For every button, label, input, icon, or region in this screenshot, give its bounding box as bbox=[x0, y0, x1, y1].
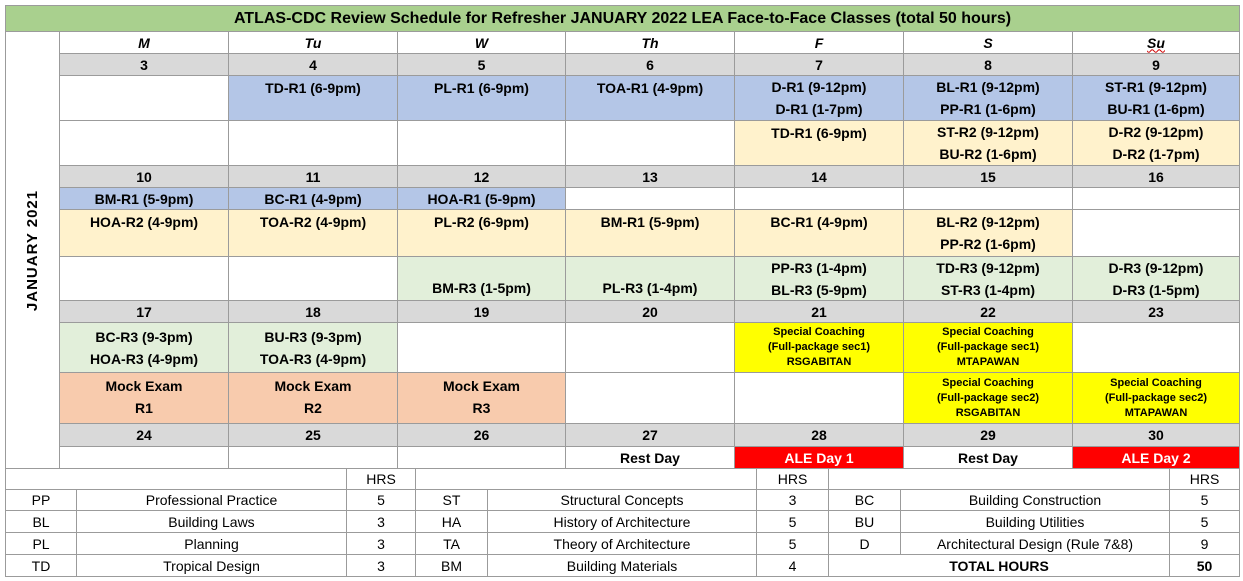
legend-hrs-header: HRS bbox=[1169, 468, 1240, 490]
date-cell: 22 bbox=[903, 300, 1073, 323]
mock-exam-code: R2 bbox=[304, 400, 322, 416]
class-entry: BU-R3 (9-3pm) bbox=[264, 328, 362, 345]
legend-hrs: 3 bbox=[346, 510, 416, 533]
day-header-thu: Th bbox=[565, 31, 735, 54]
date-cell: 5 bbox=[397, 53, 566, 76]
coaching-name: MTAPAWAN bbox=[1124, 406, 1188, 419]
class-cell bbox=[397, 209, 566, 257]
total-hours-label: TOTAL HOURS bbox=[828, 554, 1170, 577]
date-cell: 25 bbox=[228, 423, 398, 447]
legend-hrs-header: HRS bbox=[346, 468, 416, 490]
date-cell: 15 bbox=[903, 165, 1073, 188]
empty-cell bbox=[565, 372, 735, 424]
class-cell bbox=[565, 209, 735, 257]
date-cell: 24 bbox=[59, 423, 229, 447]
month-label-text: JANUARY 2021 bbox=[24, 189, 41, 311]
legend-code: TD bbox=[5, 554, 77, 577]
date-cell: 9 bbox=[1072, 53, 1240, 76]
month-label bbox=[5, 31, 60, 469]
class-entry: TOA-R2 (4-9pm) bbox=[259, 214, 367, 230]
class-entry: BL-R2 (9-12pm) bbox=[936, 214, 1040, 230]
class-entry: D-R1 (1-7pm) bbox=[775, 101, 863, 117]
class-entry: BC-R1 (4-9pm) bbox=[770, 214, 868, 230]
coaching-sub: (Full-package sec2) bbox=[936, 391, 1040, 404]
class-entry: BC-R3 (9-3pm) bbox=[95, 328, 193, 345]
class-entry: TD-R1 (6-9pm) bbox=[265, 80, 361, 96]
date-cell: 10 bbox=[59, 165, 229, 188]
day-header-wed: W bbox=[397, 31, 566, 54]
class-entry: TOA-R3 (4-9pm) bbox=[259, 350, 367, 367]
date-cell: 29 bbox=[903, 423, 1073, 447]
date-cell: 12 bbox=[397, 165, 566, 188]
class-entry: D-R1 (9-12pm) bbox=[771, 79, 867, 95]
class-cell bbox=[565, 75, 735, 121]
legend-code: HA bbox=[415, 510, 488, 533]
mock-exam-cell bbox=[59, 372, 229, 424]
day-header-tue: Tu bbox=[228, 31, 398, 54]
class-cell bbox=[228, 322, 398, 373]
empty-cell bbox=[397, 446, 566, 469]
coaching-name: RSGABITAN bbox=[955, 406, 1021, 419]
class-entry: PP-R3 (1-4pm) bbox=[771, 259, 867, 276]
class-entry: PL-R1 (6-9pm) bbox=[434, 80, 529, 96]
coaching-title: Special Coaching bbox=[773, 326, 865, 338]
empty-cell bbox=[59, 120, 229, 166]
class-entry: PL-R3 (1-4pm) bbox=[602, 280, 698, 296]
legend-code: BM bbox=[415, 554, 488, 577]
legend-blank bbox=[415, 468, 757, 490]
class-cell bbox=[397, 256, 566, 301]
coaching-sub: (Full-package sec2) bbox=[1104, 391, 1208, 404]
empty-cell bbox=[565, 322, 735, 373]
class-entry: ST-R1 (9-12pm) bbox=[1105, 79, 1207, 95]
class-entry: D-R3 (9-12pm) bbox=[1108, 259, 1204, 276]
legend-hrs: 3 bbox=[346, 554, 416, 577]
class-cell bbox=[59, 322, 229, 373]
ale-day-cell: ALE Day 2 bbox=[1072, 446, 1240, 469]
date-cell: 16 bbox=[1072, 165, 1240, 188]
empty-cell bbox=[1072, 209, 1240, 257]
class-cell bbox=[734, 256, 904, 301]
special-coaching-cell bbox=[734, 322, 904, 373]
coaching-name: RSGABITAN bbox=[786, 356, 852, 368]
ale-day-cell: ALE Day 1 bbox=[734, 446, 904, 469]
class-cell bbox=[1072, 256, 1240, 301]
mock-exam-cell bbox=[397, 372, 566, 424]
legend-hrs: 5 bbox=[756, 532, 829, 555]
legend-blank bbox=[828, 468, 1170, 490]
empty-cell bbox=[228, 120, 398, 166]
legend-hrs: 4 bbox=[756, 554, 829, 577]
legend-subject: Structural Concepts bbox=[487, 489, 757, 511]
coaching-sub: (Full-package sec1) bbox=[936, 341, 1040, 353]
class-entry: D-R3 (1-5pm) bbox=[1112, 281, 1200, 298]
rest-day-cell: Rest Day bbox=[903, 446, 1073, 469]
total-hours-value: 50 bbox=[1169, 554, 1240, 577]
day-header-sun-text: Su bbox=[1147, 34, 1165, 51]
class-entry: D-R2 (9-12pm) bbox=[1108, 124, 1204, 140]
date-cell: 4 bbox=[228, 53, 398, 76]
legend-code: BC bbox=[828, 489, 901, 511]
legend-subject: Architectural Design (Rule 7&8) bbox=[900, 532, 1170, 555]
class-entry: TD-R3 (9-12pm) bbox=[936, 259, 1040, 276]
day-header-sun bbox=[1072, 31, 1240, 54]
legend-hrs: 3 bbox=[756, 489, 829, 511]
date-cell: 6 bbox=[565, 53, 735, 76]
class-cell: HOA-R1 (5-9pm) bbox=[397, 187, 566, 210]
legend-hrs: 9 bbox=[1169, 532, 1240, 555]
empty-cell bbox=[59, 256, 229, 301]
day-header-sat: S bbox=[903, 31, 1073, 54]
date-cell: 20 bbox=[565, 300, 735, 323]
class-cell bbox=[228, 75, 398, 121]
class-entry: BL-R3 (5-9pm) bbox=[771, 281, 867, 298]
empty-cell bbox=[59, 446, 229, 469]
class-cell: BC-R1 (4-9pm) bbox=[228, 187, 398, 210]
legend-subject: Building Laws bbox=[76, 510, 347, 533]
mock-exam-label: Mock Exam bbox=[442, 378, 521, 394]
special-coaching-cell bbox=[903, 372, 1073, 424]
class-entry: BM-R1 (5-9pm) bbox=[600, 214, 700, 230]
empty-cell bbox=[565, 120, 735, 166]
legend-hrs: 5 bbox=[1169, 489, 1240, 511]
mock-exam-code: R3 bbox=[472, 400, 491, 416]
mock-exam-label: Mock Exam bbox=[105, 378, 183, 394]
legend-subject: Professional Practice bbox=[76, 489, 347, 511]
legend-hrs: 5 bbox=[756, 510, 829, 533]
class-entry: TOA-R1 (4-9pm) bbox=[596, 80, 704, 96]
class-cell bbox=[903, 75, 1073, 121]
date-cell: 7 bbox=[734, 53, 904, 76]
class-entry: HOA-R2 (4-9pm) bbox=[89, 214, 199, 230]
empty-cell bbox=[228, 256, 398, 301]
coaching-name: MTAPAWAN bbox=[956, 356, 1020, 368]
empty-cell bbox=[397, 120, 566, 166]
date-cell: 27 bbox=[565, 423, 735, 447]
empty-cell bbox=[397, 322, 566, 373]
day-header-mon: M bbox=[59, 31, 229, 54]
legend-subject: History of Architecture bbox=[487, 510, 757, 533]
date-cell: 17 bbox=[59, 300, 229, 323]
date-cell: 30 bbox=[1072, 423, 1240, 447]
coaching-sub: (Full-package sec1) bbox=[767, 341, 871, 353]
class-entry: HOA-R3 (4-9pm) bbox=[89, 350, 199, 367]
coaching-title: Special Coaching bbox=[1110, 376, 1202, 389]
empty-cell bbox=[903, 187, 1073, 210]
legend-code: BL bbox=[5, 510, 77, 533]
class-cell bbox=[734, 120, 904, 166]
class-cell bbox=[1072, 120, 1240, 166]
empty-cell bbox=[734, 187, 904, 210]
empty-cell bbox=[1072, 322, 1240, 373]
class-entry: ST-R3 (1-4pm) bbox=[940, 281, 1036, 298]
mock-exam-cell bbox=[228, 372, 398, 424]
empty-cell bbox=[228, 446, 398, 469]
special-coaching-cell bbox=[1072, 372, 1240, 424]
date-cell: 13 bbox=[565, 165, 735, 188]
empty-cell bbox=[59, 75, 229, 121]
class-entry: BU-R2 (1-6pm) bbox=[939, 146, 1037, 162]
empty-cell bbox=[734, 372, 904, 424]
date-cell: 18 bbox=[228, 300, 398, 323]
date-cell: 26 bbox=[397, 423, 566, 447]
class-entry: BU-R1 (1-6pm) bbox=[1107, 101, 1205, 117]
legend-code: BU bbox=[828, 510, 901, 533]
class-cell bbox=[903, 209, 1073, 257]
special-coaching-cell bbox=[903, 322, 1073, 373]
legend-code: TA bbox=[415, 532, 488, 555]
mock-exam-label: Mock Exam bbox=[274, 378, 352, 394]
mock-exam-code: R1 bbox=[135, 400, 153, 416]
legend-subject: Building Materials bbox=[487, 554, 757, 577]
class-entry: BL-R1 (9-12pm) bbox=[936, 79, 1040, 95]
class-entry: ST-R2 (9-12pm) bbox=[937, 124, 1039, 140]
day-header-fri: F bbox=[734, 31, 904, 54]
legend-hrs-header: HRS bbox=[756, 468, 829, 490]
date-cell: 14 bbox=[734, 165, 904, 188]
legend-subject: Building Construction bbox=[900, 489, 1170, 511]
legend-subject: Theory of Architecture bbox=[487, 532, 757, 555]
legend-subject: Tropical Design bbox=[76, 554, 347, 577]
rest-day-cell: Rest Day bbox=[565, 446, 735, 469]
legend-hrs: 5 bbox=[1169, 510, 1240, 533]
empty-cell bbox=[1072, 187, 1240, 210]
legend-hrs: 5 bbox=[346, 489, 416, 511]
legend-code: PP bbox=[5, 489, 77, 511]
coaching-title: Special Coaching bbox=[942, 376, 1034, 389]
class-cell bbox=[734, 75, 904, 121]
legend-blank bbox=[5, 468, 347, 490]
empty-cell bbox=[565, 187, 735, 210]
class-cell bbox=[228, 209, 398, 257]
date-cell: 8 bbox=[903, 53, 1073, 76]
class-cell bbox=[903, 256, 1073, 301]
date-cell: 19 bbox=[397, 300, 566, 323]
legend-code: PL bbox=[5, 532, 77, 555]
class-entry: PP-R1 (1-6pm) bbox=[940, 101, 1036, 117]
date-cell: 3 bbox=[59, 53, 229, 76]
class-entry: TD-R1 (6-9pm) bbox=[771, 125, 867, 141]
class-cell bbox=[734, 209, 904, 257]
legend-subject: Building Utilities bbox=[900, 510, 1170, 533]
schedule-title: ATLAS-CDC Review Schedule for Refresher JANUARY 2022 LEA Face-to-Face Classes (total 50 hours) bbox=[5, 5, 1240, 32]
class-cell bbox=[59, 209, 229, 257]
legend-code: ST bbox=[415, 489, 488, 511]
date-cell: 28 bbox=[734, 423, 904, 447]
class-cell bbox=[903, 120, 1073, 166]
date-cell: 11 bbox=[228, 165, 398, 188]
class-cell bbox=[397, 75, 566, 121]
class-cell bbox=[1072, 75, 1240, 121]
legend-code: D bbox=[828, 532, 901, 555]
legend-subject: Planning bbox=[76, 532, 347, 555]
date-cell: 21 bbox=[734, 300, 904, 323]
class-entry: PL-R2 (6-9pm) bbox=[434, 214, 529, 230]
legend-hrs: 3 bbox=[346, 532, 416, 555]
class-entry: D-R2 (1-7pm) bbox=[1112, 146, 1200, 162]
coaching-title: Special Coaching bbox=[942, 326, 1034, 338]
class-entry: PP-R2 (1-6pm) bbox=[940, 236, 1036, 252]
date-cell: 23 bbox=[1072, 300, 1240, 323]
class-cell bbox=[565, 256, 735, 301]
class-cell: BM-R1 (5-9pm) bbox=[59, 187, 229, 210]
class-entry: BM-R3 (1-5pm) bbox=[432, 280, 531, 296]
